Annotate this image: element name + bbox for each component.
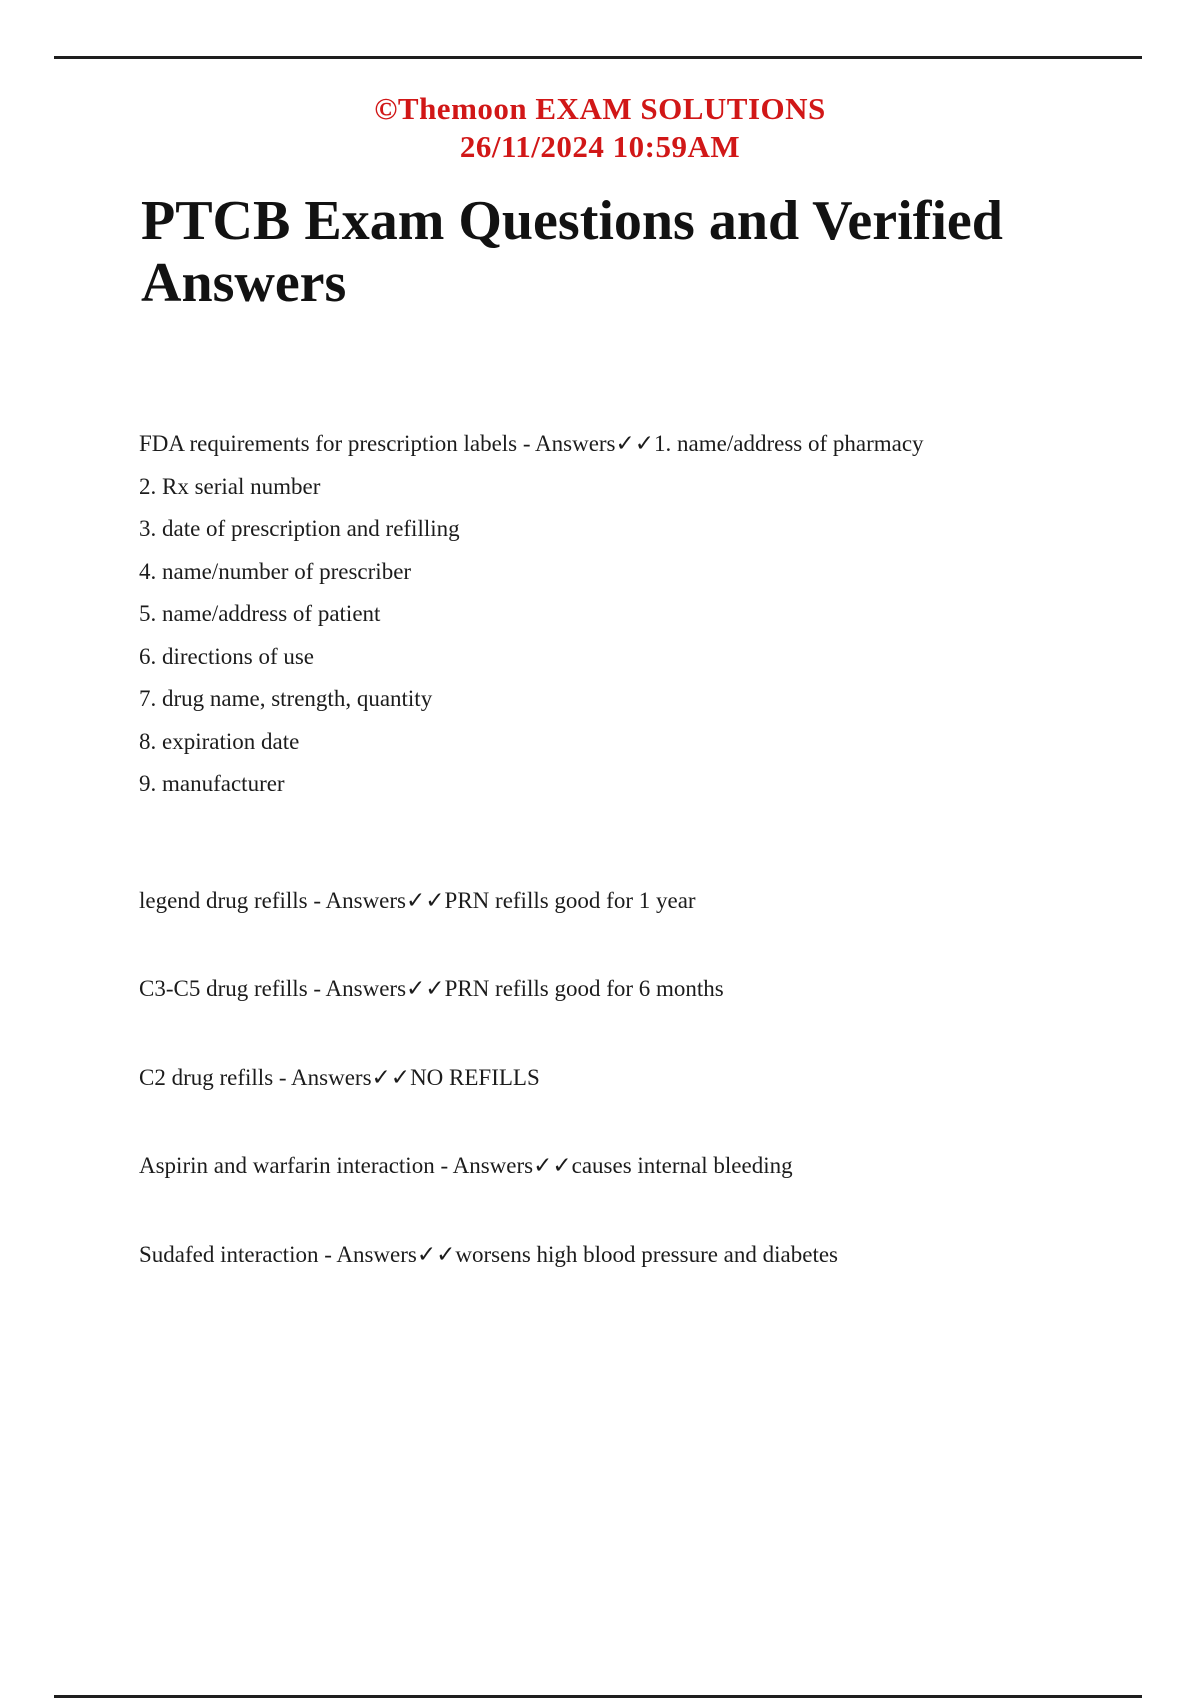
qa-line-item-2: 2. Rx serial number [139,473,321,499]
qa-line-c2-drug-refills: C2 drug refills - Answers✓✓NO REFILLS [139,1064,540,1090]
qa-line-fda-requirements: FDA requirements for prescription labels - Answers✓✓1. name/address of pharmacy [139,431,924,456]
qa-line-item-6: 6. directions of use [139,643,315,669]
top-horizontal-rule [54,56,1142,59]
qa-content [139,423,1149,1276]
bottom-horizontal-rule [54,1695,1142,1698]
qa-line-sudafed: Sudafed interaction - Answers✓✓worsens high blood pressure and diabetes [139,1241,838,1267]
qa-line-item-8: 8. expiration date [139,728,300,754]
qa-line-item-7: 7. drug name, strength, quantity [139,686,433,711]
timestamp-line: 26/11/2024 10:59AM [459,129,741,164]
qa-line-item-9: 9. manufacturer [139,771,285,796]
qa-line-item-3: 3. date of prescription and refilling [139,516,460,541]
qa-line-aspirin-warfarin: Aspirin and warfarin interaction - Answers✓✓causes internal bleeding [139,1153,793,1178]
qa-line-item-5: 5. name/address of patient [139,601,381,626]
qa-line-item-4: 4. name/number of prescriber [139,558,412,584]
qa-line-c3-c5-drug-refills: C3-C5 drug refills - Answers✓✓PRN refills good for 6 months [139,976,724,1001]
brand-line: ©Themoon EXAM SOLUTIONS [374,91,826,126]
document-header [0,90,1200,166]
qa-line-legend-drug-refills: legend drug refills - Answers✓✓PRN refills good for 1 year [139,887,696,913]
document-title: PTCB Exam Questions and Verified Answers [141,190,1003,314]
